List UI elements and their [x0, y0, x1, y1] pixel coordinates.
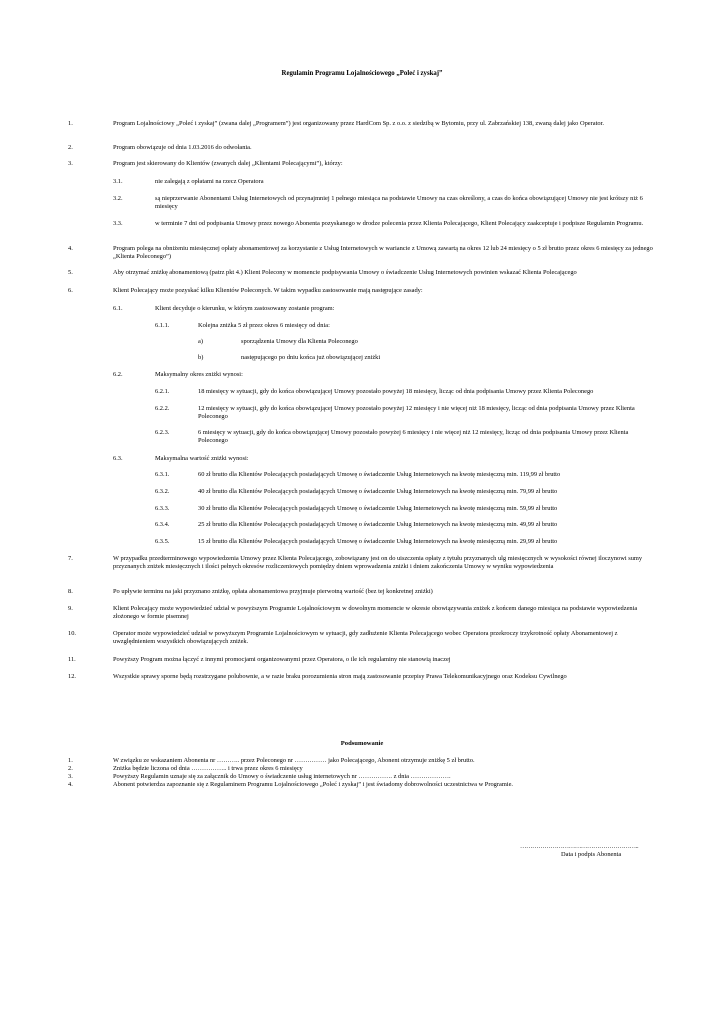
item-text: Klient Polecający może pozyskać kilku Klientów Poleconych. W takim wypadku zastosowanie mają następujące zasady: [113, 287, 423, 294]
item-text: Klient decyduje o kierunku, w którym zastosowany zostanie program: [155, 305, 335, 312]
item-text: Program Lojalnościowy „Poleć i zyskaj” (zwana dalej „Programem”) jest organizowany przez HardCom Sp. z o.o. z siedzibą w Bytomiu, przy ul. Zabrzańskiej 138, zwaną dalej jako Operator. [113, 120, 604, 127]
item-number: 2. [68, 144, 73, 151]
item-number: 3.2. [113, 195, 123, 202]
item-text: 6 miesięcy w sytuacji, gdy do końca obowiązującej Umowy pozostało powyżej 6 miesięcy i nie więcej niż 12 miesięcy, licząc od dnia podpisania Umowy przez Klienta Poleconego [198, 429, 629, 445]
item-text: nie zalegają z opłatami na rzecz Operatora [155, 178, 264, 185]
item-number: 7. [68, 555, 73, 562]
item-number: 6.2. [113, 371, 123, 378]
item-number: 6.1. [113, 305, 123, 312]
item-text: 30 zł brutto dla Klientów Polecających posiadających Umowę o świadczenie Usług Internetowych na kwotę miesięczną min. 59,99 zł brutto [198, 505, 558, 512]
item-number: 1. [68, 757, 73, 764]
item-number: 6.1.1. [155, 322, 170, 329]
item-text: w terminie 7 dni od podpisania Umowy przez nowego Abonenta pozyskanego w drodze polecenia przez Klienta Polecającego, Klient Polecający zaakceptuje i podpisze Regulamin Programu. [155, 220, 644, 227]
item-text: 40 zł brutto dla Klientów Polecających posiadających Umowę o świadczenie Usług Internetowych na kwotę miesięczną min. 79,99 zł brutto [198, 488, 558, 495]
item-number: 3. [68, 160, 73, 167]
item-text: Wszystkie sprawy sporne będą rozstrzygane polubownie, a w razie braku porozumienia stron mają zastosowanie przepisy Prawa Telekomunikacyjnego oraz Kodeksu Cywilnego [113, 673, 567, 680]
item-text: Program jest skierowany do Klientów (zwanych dalej „Klientami Polecającymi”), którzy: [113, 160, 343, 167]
item-text: Aby otrzymać zniżkę abonamentową (patrz pkt 4.) Klient Polecony w momencie podpisywania Umowy o świadczenie Usług Internetowych powinien wskazać Klienta Polecającego [113, 269, 577, 276]
item-number: 6.3.2. [155, 488, 170, 495]
item-number: 5. [68, 269, 73, 276]
item-text: Zniżka będzie liczona od dnia …………….. i trwa przez okres 6 miesięcy [113, 765, 303, 772]
signature-label: Data i podpis Abonenta [561, 851, 622, 858]
item-text: następującego po dniu końca już obowiązującej zniżki [241, 354, 381, 361]
item-number: 10. [68, 630, 76, 637]
item-text: 60 zł brutto dla Klientów Polecających posiadających Umowę o świadczenie Usług Internetowych na kwotę miesięczną min. 119,99 zł brutto [198, 471, 561, 478]
item-text: 18 miesięcy w sytuacji, gdy do końca obowiązującej Umowy pozostało powyżej 18 miesięcy, licząc od dnia podpisania Umowy przez Klienta Poleconego [198, 388, 594, 395]
signature-line: ………………………………………………….. [520, 843, 639, 850]
item-number: 6.3. [113, 455, 123, 462]
item-text: Abonent potwierdza zapoznanie się z Regulaminem Programu Lojalnościowego „Poleć i zyskaj” i jest świadomy dobrowolności uczestnictwa w Programie. [113, 781, 514, 788]
item-number: 6.3.5. [155, 538, 170, 545]
item-number: 4. [68, 781, 73, 788]
item-text: Program polega na obniżeniu miesięcznej opłaty abonamentowej za korzystanie z Usług Internetowych w wariancie z Umową zawartą na okres 12 lub 24 miesięcy o 5 zł brutto przez okres 6 miesięcy za jednego „Klienta Poleconego”) [113, 245, 653, 261]
item-number: 3.3. [113, 220, 123, 227]
item-number: 12. [68, 673, 76, 680]
item-text: W przypadku przedterminowego wypowiedzenia Umowy przez Klienta Polecającego, zobowiązany jest on do uiszczenia opłaty z tytułu przyznanych ulg miesięcznych w wysokości równej iloczynowi sumy przyznanych zniżek miesięcznych i ilości pełnych okresów rozliczeniowych pomiędzy dniem wprowadzenia zniżki i dniem zakończenia Umowy w wyniku wypowiedzenia [113, 555, 643, 571]
item-number: 8. [68, 588, 73, 595]
item-text: Klient Polecający może wypowiedzieć udział w powyższym Programie Lojalnościowym w dowolnym momencie w okresie obowiązywania zniżek z końcem danego miesiąca na podstawie wypowiedzenia złożonego w formie pisemnej [113, 605, 638, 621]
item-number: 1. [68, 120, 73, 127]
item-text: Powyższy Program można łączyć z innymi promocjami organizowanymi przez Operatora, o ile ich regulaminy nie stanowią inaczej [113, 656, 451, 663]
item-number: b) [198, 354, 204, 361]
item-text: Maksymalna wartość zniżki wynosi: [155, 455, 249, 462]
item-text: 12 miesięcy w sytuacji, gdy do końca obowiązującej Umowy pozostało powyżej 12 miesięcy i nie więcej niż 18 miesięcy, licząc od dnia podpisania Umowy przez Klienta Poleconego [198, 405, 635, 421]
item-text: Maksymalny okres zniżki wynosi: [155, 371, 243, 378]
item-number: 6.3.4. [155, 521, 170, 528]
item-text: Powyższy Regulamin uznaje się za załącznik do Umowy o świadczenie usług internetowych nr ……………. z dnia ………………. [113, 773, 451, 780]
item-text: 15 zł brutto dla Klientów Polecających posiadających Umowę o świadczenie Usług Internetowych na kwotę miesięczną min. 29,99 zł brutto [198, 538, 558, 545]
item-text: są nieprzerwanie Abonentami Usług Internetowych od przynajmniej 1 pełnego miesiąca na podstawie Umowy na czas określony, a czas do końca obowiązującej Umowy nie jest krótszy niż 6 miesięcy [155, 195, 643, 211]
item-number: 3. [68, 773, 73, 780]
item-number: 11. [68, 656, 76, 663]
item-number: 2. [68, 765, 73, 772]
item-text: Program obowiązuje od dnia 1.03.2016 do odwołania. [113, 144, 252, 151]
item-number: 3.1. [113, 178, 123, 185]
item-text: 25 zł brutto dla Klientów Polecających posiadających Umowę o świadczenie Usług Internetowych na kwotę miesięczną min. 49,99 zł brutto [198, 521, 558, 528]
item-number: 6.2.3. [155, 429, 170, 436]
item-number: 6.2.2. [155, 405, 170, 412]
item-number: 6.3.3. [155, 505, 170, 512]
item-number: 6.3.1. [155, 471, 170, 478]
item-number: 4. [68, 245, 73, 252]
item-text: W związku ze wskazaniem Abonenta nr ……….. przez Poleconego nr …………… jako Polecającego, Abonent otrzymuje zniżkę 5 zł brutto. [113, 757, 475, 764]
item-text: Operator może wypowiedzieć udział w powyższym Programie Lojalnościowym w sytuacji, gdy zadłużenie Klienta Polecającego wobec Operatora przekroczy trzykrotność opłaty Abonamentowej z uwzględnieniem wszystkich obowiązujących zniżek. [113, 630, 618, 646]
item-number: 6.2.1. [155, 388, 170, 395]
item-text: sporządzenia Umowy dla Klienta Poleconego [241, 338, 358, 345]
item-text: Po upływie terminu na jaki przyznano zniżkę, opłata abonamentowa przyjmuje pierwotną wartość (bez tej konkretnej zniżki) [113, 588, 433, 595]
item-number: a) [198, 338, 203, 345]
page-title: Regulamin Programu Lojalnościowego „Poleć i zyskaj” [281, 70, 443, 77]
item-number: 6. [68, 287, 73, 294]
item-number: 9. [68, 605, 73, 612]
item-text: Kolejna zniżka 5 zł przez okres 6 miesięcy od dnia: [198, 322, 330, 329]
summary-title: Podsumowanie [340, 740, 384, 747]
